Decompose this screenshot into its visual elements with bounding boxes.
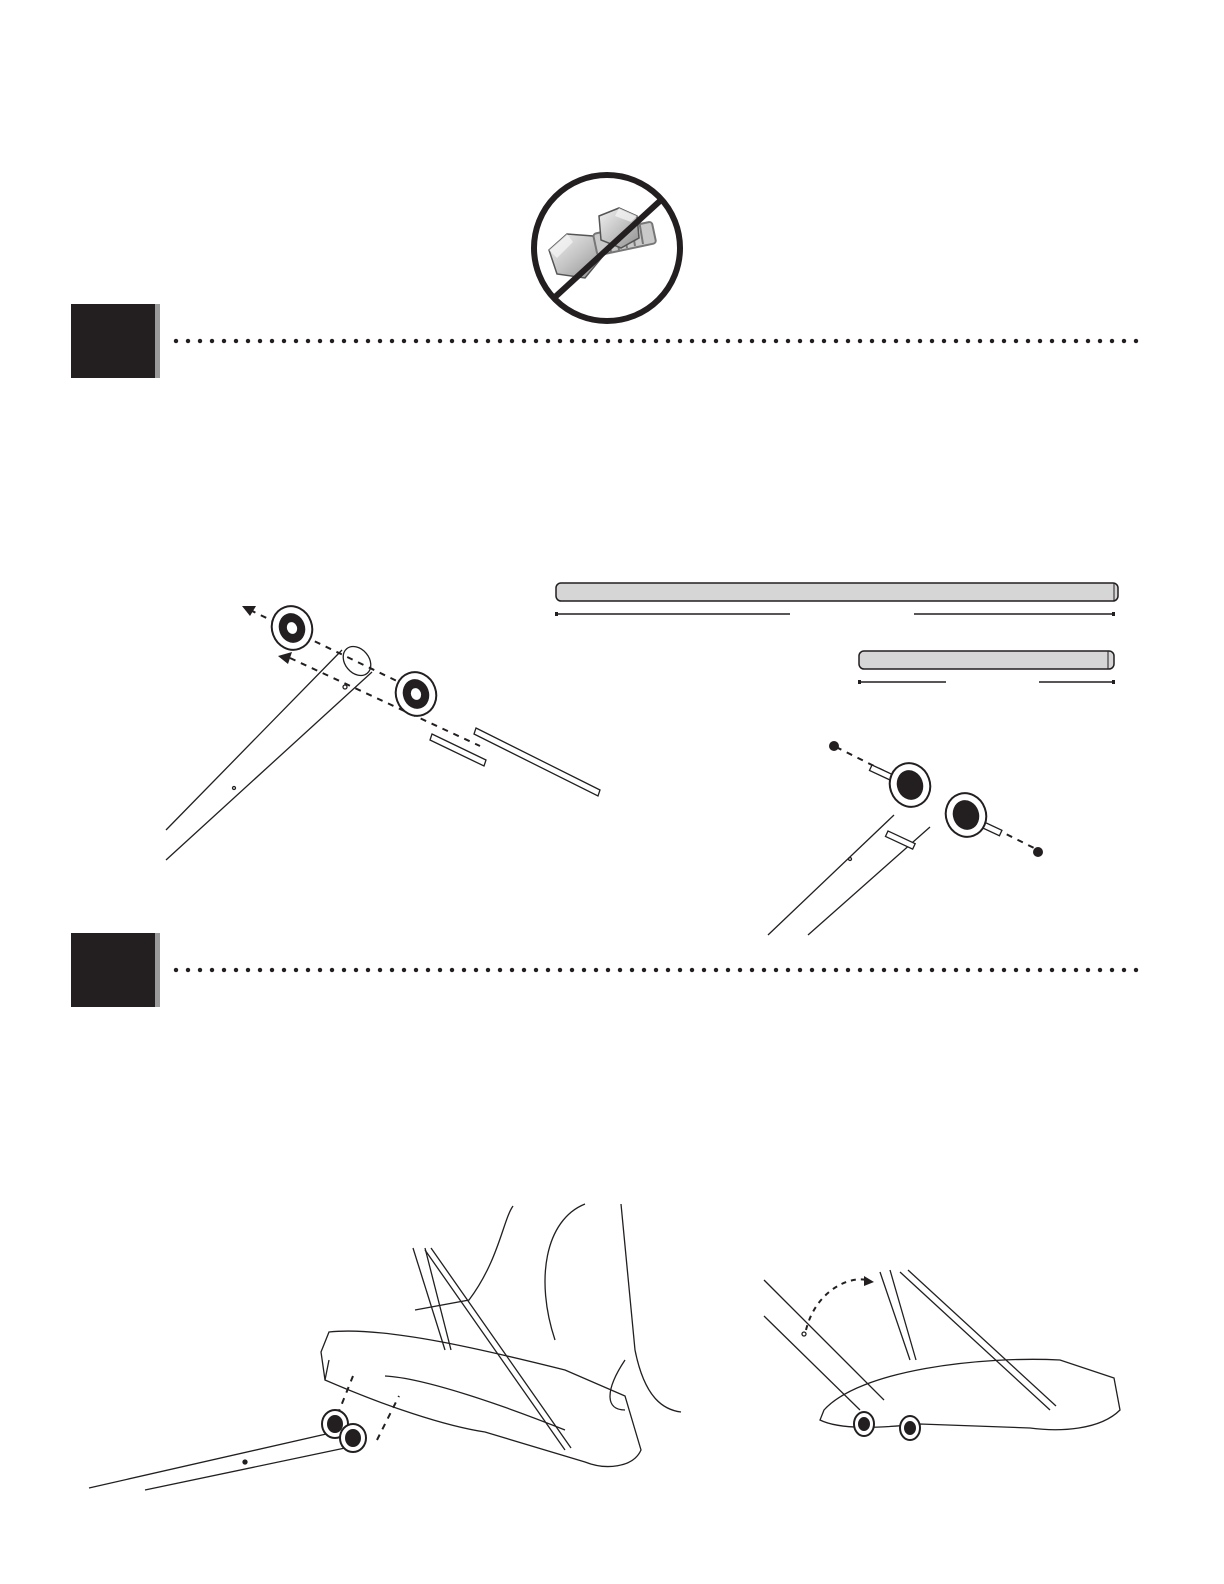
long-axle-rod-part [552,580,1127,620]
wheel-right [390,666,443,721]
pole-raise-detail-illustration [760,1260,1160,1460]
pole-wheel-axle-illustration [150,590,650,890]
axle-cap-right [1033,847,1043,857]
wheel-left [266,600,319,655]
short-axle-rod-part [856,647,1121,687]
step-number-block-2 [71,933,155,1007]
base-foot-pole-illustration [85,1200,685,1500]
step-divider-1 [170,338,1145,344]
no-nut-and-bolt-icon [527,170,687,330]
step-divider-2 [170,967,1145,973]
step-number-block-1 [71,304,155,378]
wheel-cap-detail-illustration [760,735,1060,945]
axle-cap-left [829,741,839,751]
